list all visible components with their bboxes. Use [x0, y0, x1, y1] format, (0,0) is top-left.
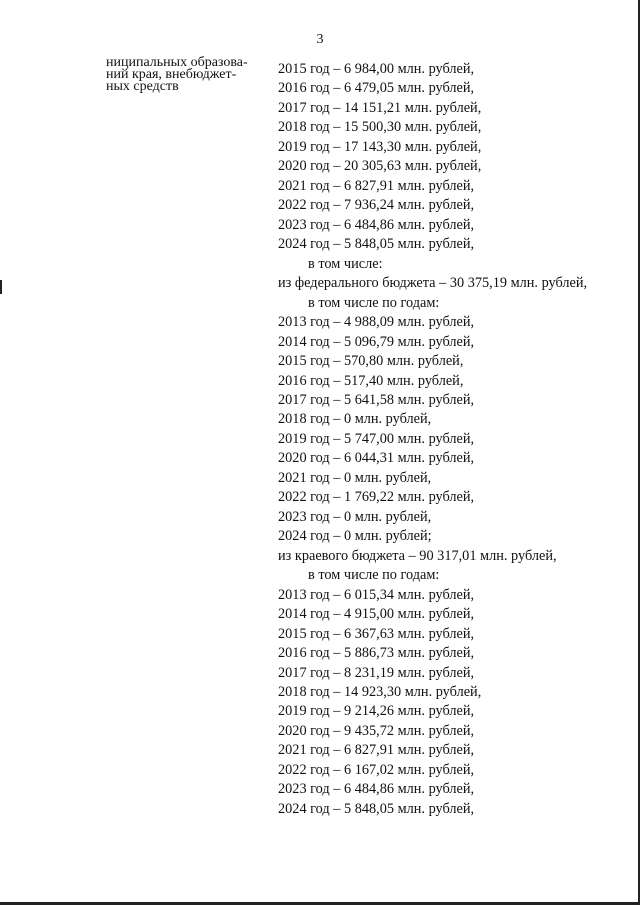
- year-amount-line: 2024 год – 5 848,05 млн. рублей,: [278, 800, 475, 817]
- year-amount-line: 2013 год – 4 988,09 млн. рублей,: [278, 314, 475, 331]
- year-amount-line: 2019 год – 9 214,26 млн. рублей,: [278, 703, 475, 720]
- funding-source-line: ных средств: [106, 79, 179, 94]
- year-amount-line: 2023 год – 6 484,86 млн. рублей,: [278, 781, 475, 798]
- subheading-line: в том числе по годам:: [308, 567, 440, 584]
- funding-breakdown: [278, 60, 628, 819]
- funding-source-line: ниципальных образова-: [106, 55, 248, 70]
- year-amount-line: 2024 год – 0 млн. рублей;: [278, 528, 432, 545]
- year-amount-line: 2013 год – 6 015,34 млн. рублей,: [278, 586, 475, 603]
- funding-source-label: [106, 57, 271, 93]
- year-amount-line: 2017 год – 5 641,58 млн. рублей,: [278, 391, 475, 408]
- subheading-line: в том числе по годам:: [308, 294, 440, 311]
- budget-source-line: из краевого бюджета – 90 317,01 млн. рублей,: [278, 547, 557, 564]
- year-amount-line: 2018 год – 0 млн. рублей,: [278, 411, 432, 428]
- year-amount-line: 2022 год – 1 769,22 млн. рублей,: [278, 489, 475, 506]
- year-amount-line: 2015 год – 570,80 млн. рублей,: [278, 353, 464, 370]
- year-amount-line: 2023 год – 6 484,86 млн. рублей,: [278, 216, 475, 233]
- page-number: 3: [316, 32, 324, 47]
- year-amount-line: 2019 год – 5 747,00 млн. рублей,: [278, 430, 475, 447]
- year-amount-line: 2016 год – 517,40 млн. рублей,: [278, 372, 464, 389]
- year-amount-line: 2020 год – 9 435,72 млн. рублей,: [278, 722, 475, 739]
- year-amount-line: 2020 год – 6 044,31 млн. рублей,: [278, 450, 475, 467]
- year-amount-line: 2024 год – 5 848,05 млн. рублей,: [278, 236, 475, 253]
- year-amount-line: 2020 год – 20 305,63 млн. рублей,: [278, 158, 482, 175]
- year-amount-line: 2015 год – 6 984,00 млн. рублей,: [278, 61, 475, 77]
- year-amount-line: 2021 год – 0 млн. рублей,: [278, 469, 432, 486]
- year-amount-line: 2023 год – 0 млн. рублей,: [278, 508, 432, 525]
- budget-source-line: из федерального бюджета – 30 375,19 млн. рублей,: [278, 275, 588, 292]
- year-amount-line: 2016 год – 6 479,05 млн. рублей,: [278, 80, 475, 97]
- year-amount-line: 2017 год – 8 231,19 млн. рублей,: [278, 664, 475, 681]
- subheading-line: в том числе:: [308, 255, 383, 272]
- year-amount-line: 2022 год – 6 167,02 млн. рублей,: [278, 761, 475, 778]
- year-amount-line: 2018 год – 14 923,30 млн. рублей,: [278, 684, 482, 700]
- year-amount-line: 2022 год – 7 936,24 млн. рублей,: [278, 197, 475, 214]
- year-amount-line: 2016 год – 5 886,73 млн. рублей,: [278, 645, 475, 662]
- year-amount-line: 2018 год – 15 500,30 млн. рублей,: [278, 119, 482, 136]
- year-amount-line: 2014 год – 5 096,79 млн. рублей,: [278, 333, 475, 350]
- year-amount-line: 2019 год – 17 143,30 млн. рублей,: [278, 138, 482, 155]
- year-amount-line: 2014 год – 4 915,00 млн. рублей,: [278, 606, 475, 623]
- year-amount-line: 2021 год – 6 827,91 млн. рублей,: [278, 742, 475, 759]
- scan-edge-mark: [0, 280, 2, 294]
- funding-source-line: ний края, внебюджет-: [106, 67, 237, 82]
- year-amount-line: 2015 год – 6 367,63 млн. рублей,: [278, 625, 475, 642]
- year-amount-line: 2021 год – 6 827,91 млн. рублей,: [278, 177, 475, 194]
- year-amount-line: 2017 год – 14 151,21 млн. рублей,: [278, 99, 482, 116]
